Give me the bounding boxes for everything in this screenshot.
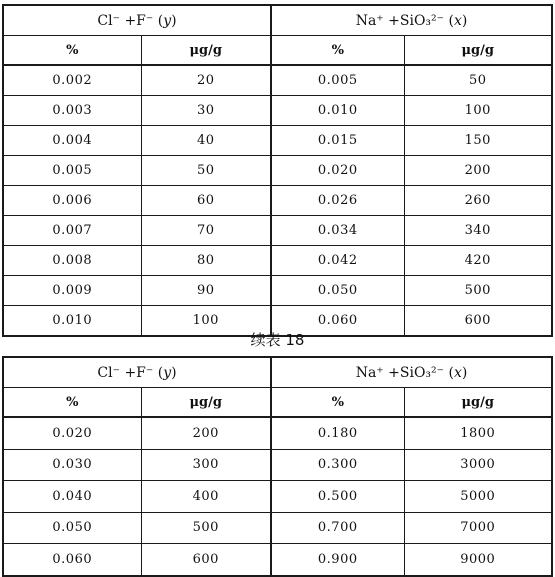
microgram-cell: 7000: [404, 512, 552, 544]
microgram-cell: 30: [141, 96, 271, 126]
microgram-cell: 600: [141, 544, 271, 576]
percent-cell: 0.034: [271, 216, 404, 246]
table-body: [3, 65, 552, 336]
microgram-cell: 200: [404, 156, 552, 186]
percent-cell: 0.700: [271, 512, 404, 544]
table-row: [3, 96, 552, 126]
microgram-cell: 40: [141, 126, 271, 156]
microgram-cell: 340: [404, 216, 552, 246]
conversion-table-1: [2, 4, 553, 337]
percent-cell: 0.008: [3, 246, 141, 276]
percent-cell: 0.002: [3, 65, 141, 96]
microgram-cell: 400: [141, 481, 271, 513]
unit-header-cell: μg/g: [404, 36, 552, 66]
microgram-cell: 300: [141, 449, 271, 481]
percent-cell: 0.005: [271, 65, 404, 96]
microgram-cell: 20: [141, 65, 271, 96]
chloride-fluoride-header: Cl⁻ +F⁻ (y): [3, 5, 271, 36]
percent-cell: 0.003: [3, 96, 141, 126]
microgram-cell: 60: [141, 186, 271, 216]
chloride-fluoride-header: Cl⁻ +F⁻ (y): [3, 357, 271, 388]
microgram-cell: 50: [141, 156, 271, 186]
unit-header-cell: μg/g: [141, 388, 271, 418]
table-row: [3, 276, 552, 306]
percent-cell: 0.006: [3, 186, 141, 216]
percent-cell: 0.500: [271, 481, 404, 513]
percent-cell: 0.004: [3, 126, 141, 156]
percent-cell: 0.020: [271, 156, 404, 186]
table-row: [3, 186, 552, 216]
microgram-cell: 260: [404, 186, 552, 216]
unit-header-cell: %: [3, 36, 141, 66]
microgram-cell: 100: [141, 306, 271, 337]
table-group-header: [3, 5, 552, 36]
percent-cell: 0.009: [3, 276, 141, 306]
microgram-cell: 9000: [404, 544, 552, 576]
unit-header-cell: μg/g: [141, 36, 271, 66]
table-row: [3, 449, 552, 481]
unit-header-cell: μg/g: [404, 388, 552, 418]
unit-header-cell: %: [271, 388, 404, 418]
microgram-cell: 500: [141, 512, 271, 544]
table-unit-header: [3, 388, 552, 418]
percent-cell: 0.300: [271, 449, 404, 481]
microgram-cell: 70: [141, 216, 271, 246]
table-row: [3, 65, 552, 96]
microgram-cell: 420: [404, 246, 552, 276]
table-row: [3, 216, 552, 246]
microgram-cell: 80: [141, 246, 271, 276]
percent-cell: 0.020: [3, 417, 141, 449]
microgram-cell: 100: [404, 96, 552, 126]
microgram-cell: 600: [404, 306, 552, 337]
percent-cell: 0.050: [3, 512, 141, 544]
table-caption: 续表 18: [250, 331, 305, 349]
table-row: [3, 417, 552, 449]
microgram-cell: 3000: [404, 449, 552, 481]
table-group-header: [3, 357, 552, 388]
microgram-cell: 90: [141, 276, 271, 306]
sodium-silicate-header: Na⁺ +SiO₃²⁻ (x): [271, 5, 552, 36]
percent-cell: 0.010: [271, 96, 404, 126]
percent-cell: 0.030: [3, 449, 141, 481]
table-row: [3, 126, 552, 156]
percent-cell: 0.180: [271, 417, 404, 449]
percent-cell: 0.040: [3, 481, 141, 513]
table-body: [3, 417, 552, 576]
percent-cell: 0.060: [271, 306, 404, 337]
percent-cell: 0.042: [271, 246, 404, 276]
sodium-silicate-header: Na⁺ +SiO₃²⁻ (x): [271, 357, 552, 388]
microgram-cell: 5000: [404, 481, 552, 513]
unit-header-cell: %: [3, 388, 141, 418]
table-row: [3, 481, 552, 513]
percent-cell: 0.010: [3, 306, 141, 337]
percent-cell: 0.005: [3, 156, 141, 186]
unit-header-cell: %: [271, 36, 404, 66]
microgram-cell: 150: [404, 126, 552, 156]
percent-cell: 0.026: [271, 186, 404, 216]
percent-cell: 0.007: [3, 216, 141, 246]
microgram-cell: 1800: [404, 417, 552, 449]
percent-cell: 0.060: [3, 544, 141, 576]
microgram-cell: 500: [404, 276, 552, 306]
conversion-table-2: [2, 356, 553, 577]
percent-cell: 0.050: [271, 276, 404, 306]
table-row: [3, 246, 552, 276]
percent-cell: 0.015: [271, 126, 404, 156]
percent-cell: 0.900: [271, 544, 404, 576]
table-row: [3, 156, 552, 186]
table-row: [3, 544, 552, 576]
table-row: [3, 512, 552, 544]
microgram-cell: 50: [404, 65, 552, 96]
table-unit-header: [3, 36, 552, 66]
microgram-cell: 200: [141, 417, 271, 449]
